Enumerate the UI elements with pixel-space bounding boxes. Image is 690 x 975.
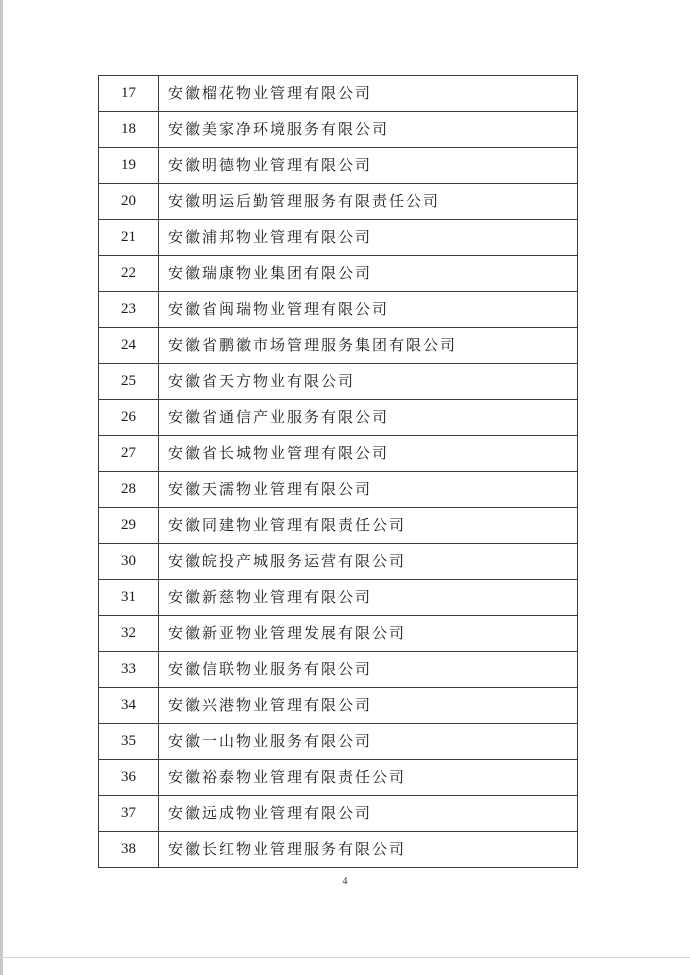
table-row [99,580,578,616]
table-row [99,616,578,652]
company-name-cell: 安徽远成物业管理有限公司 [159,796,578,832]
table-row [99,760,578,796]
row-number-cell: 30 [99,544,159,580]
table-row [99,688,578,724]
company-name-cell: 安徽美家净环境服务有限公司 [159,112,578,148]
company-name-cell: 安徽同建物业管理有限责任公司 [159,508,578,544]
company-name-cell: 安徽裕泰物业管理有限责任公司 [159,760,578,796]
page-number: 4 [342,876,348,887]
table-row [99,256,578,292]
table-row [99,508,578,544]
row-number-cell: 37 [99,796,159,832]
company-name-cell: 安徽一山物业服务有限公司 [159,724,578,760]
table-row [99,400,578,436]
table-row [99,436,578,472]
row-number-cell: 36 [99,760,159,796]
row-number-cell: 19 [99,148,159,184]
row-number-cell: 21 [99,220,159,256]
table-row [99,364,578,400]
table-row [99,724,578,760]
table-row [99,184,578,220]
table-row [99,112,578,148]
row-number-cell: 26 [99,400,159,436]
table-row [99,328,578,364]
company-name-cell: 安徽皖投产城服务运营有限公司 [159,544,578,580]
company-name-cell: 安徽榴花物业管理有限公司 [159,76,578,112]
row-number-cell: 25 [99,364,159,400]
row-number-cell: 23 [99,292,159,328]
company-name-cell: 安徽瑞康物业集团有限公司 [159,256,578,292]
row-number-cell: 27 [99,436,159,472]
table-row [99,292,578,328]
company-name-cell: 安徽长红物业管理服务有限公司 [159,832,578,868]
company-name-cell: 安徽省通信产业服务有限公司 [159,400,578,436]
company-name-cell: 安徽新亚物业管理发展有限公司 [159,616,578,652]
table-row [99,220,578,256]
company-name-cell: 安徽省闽瑞物业管理有限公司 [159,292,578,328]
table-row [99,832,578,868]
company-name-cell: 安徽兴港物业管理有限公司 [159,688,578,724]
row-number-cell: 32 [99,616,159,652]
company-name-cell: 安徽省天方物业有限公司 [159,364,578,400]
row-number-cell: 31 [99,580,159,616]
company-name-cell: 安徽省长城物业管理有限公司 [159,436,578,472]
table-row [99,544,578,580]
page-bottom-edge [0,957,690,958]
company-name-cell: 安徽明德物业管理有限公司 [159,148,578,184]
table-row [99,472,578,508]
company-name-cell: 安徽信联物业服务有限公司 [159,652,578,688]
row-number-cell: 18 [99,112,159,148]
company-name-cell: 安徽天濡物业管理有限公司 [159,472,578,508]
row-number-cell: 33 [99,652,159,688]
page-left-edge [0,0,3,975]
company-table [98,75,578,868]
table-row [99,652,578,688]
row-number-cell: 29 [99,508,159,544]
row-number-cell: 38 [99,832,159,868]
row-number-cell: 20 [99,184,159,220]
row-number-cell: 17 [99,76,159,112]
row-number-cell: 35 [99,724,159,760]
row-number-cell: 24 [99,328,159,364]
table-row [99,148,578,184]
company-name-cell: 安徽新慈物业管理有限公司 [159,580,578,616]
company-name-cell: 安徽省鹏徽市场管理服务集团有限公司 [159,328,578,364]
company-table-body [99,76,578,868]
row-number-cell: 22 [99,256,159,292]
row-number-cell: 34 [99,688,159,724]
table-row [99,796,578,832]
table-row [99,76,578,112]
company-name-cell: 安徽明运后勤管理服务有限责任公司 [159,184,578,220]
row-number-cell: 28 [99,472,159,508]
company-name-cell: 安徽浦邦物业管理有限公司 [159,220,578,256]
